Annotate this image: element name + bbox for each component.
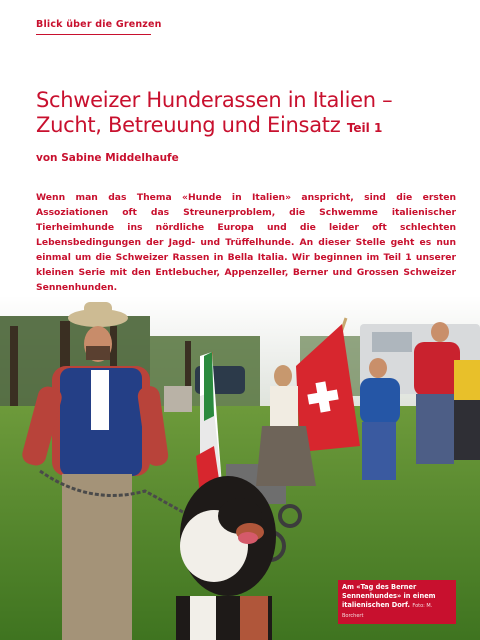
lead-paragraph: Wenn man das Thema «Hunde in Italien» anspricht, sind die ersten Assoziationen oft das Streunerproblem, die Schwemme italienischer Tierheimhunde ins nördliche Europa und die leider oft schlechten Lebensbedingungen der Jagd- und Trüffelhunde. An dieser Stelle geht es nun einmal um die Schweizer Rassen in Bella Italia. Wir beginnen im Teil 1 unserer kleinen Serie mit den Entlebucher, Appenzeller, Berner und Grossen Schweizer Sennenhunden. (36, 192, 456, 293)
title-part-label: Teil 1 (346, 121, 383, 135)
author-line: von Sabine Middelhaufe (36, 152, 179, 164)
bernese-mountain-dog (176, 476, 276, 640)
article-title (36, 88, 456, 141)
planter (164, 386, 192, 412)
man-in-yellow-shirt (454, 360, 480, 460)
section-tag: Blick über die Grenzen (36, 19, 162, 30)
section-rule (36, 34, 151, 35)
title-line-2: Zucht, Betreuung und Einsatz (36, 113, 341, 137)
caption-text: Am «Tag des Berner Sennenhundes» in einem italienischen Dorf. (342, 583, 436, 609)
man-in-red-shirt (414, 322, 460, 464)
photo-credit: Foto: M. Borchert (342, 603, 433, 619)
photo-caption (338, 580, 456, 624)
title-line-1: Schweizer Hunderassen in Italien – (36, 88, 393, 112)
